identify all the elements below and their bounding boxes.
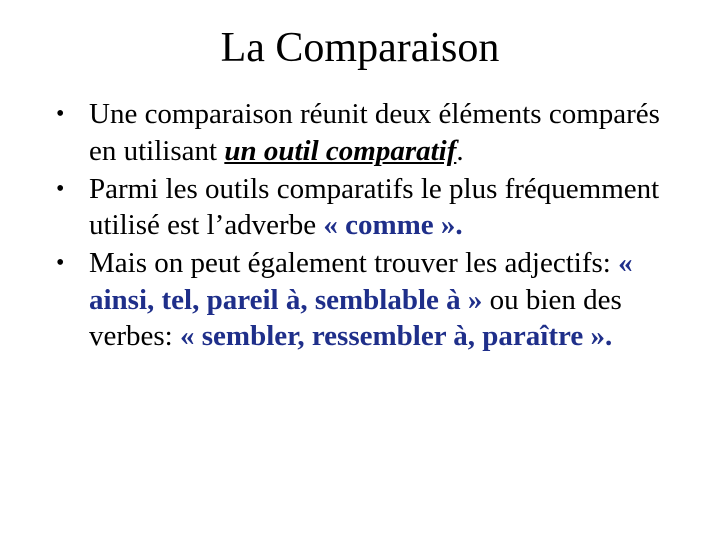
comparative-tool-term: un outil comparatif (224, 134, 457, 167)
bullet-dot-icon: • (56, 175, 65, 202)
highlight-verbs: « sembler, ressembler à, paraître » (180, 320, 605, 352)
bullet-text-end: . (456, 134, 464, 167)
bullet-dot-icon: • (56, 101, 65, 127)
bullet-text: Parmi les outils comparatifs le plus fréquemment utilisé est l’adverbe (89, 172, 660, 241)
slide-title: La Comparaison (220, 25, 500, 71)
bullet-list (56, 96, 676, 356)
bullet-text: Une comparaison réunit deux éléments comparés en utilisant (89, 98, 660, 167)
bullet-text: Mais on peut également trouver les adjectifs: (89, 247, 619, 279)
highlight-comme: « comme ». (323, 209, 463, 241)
bullet-item-adjectives-verbs (56, 245, 676, 355)
bullet-text-end: . (605, 320, 613, 352)
bullet-item-comparison-definition (56, 96, 676, 169)
bullet-dot-icon: • (56, 250, 65, 276)
bullet-text-middle: ou bien des verbes: (89, 283, 622, 352)
bullet-item-comme-adverb (56, 171, 676, 244)
highlight-adjectives: « ainsi, tel, pareil à, semblable à » (89, 247, 633, 316)
